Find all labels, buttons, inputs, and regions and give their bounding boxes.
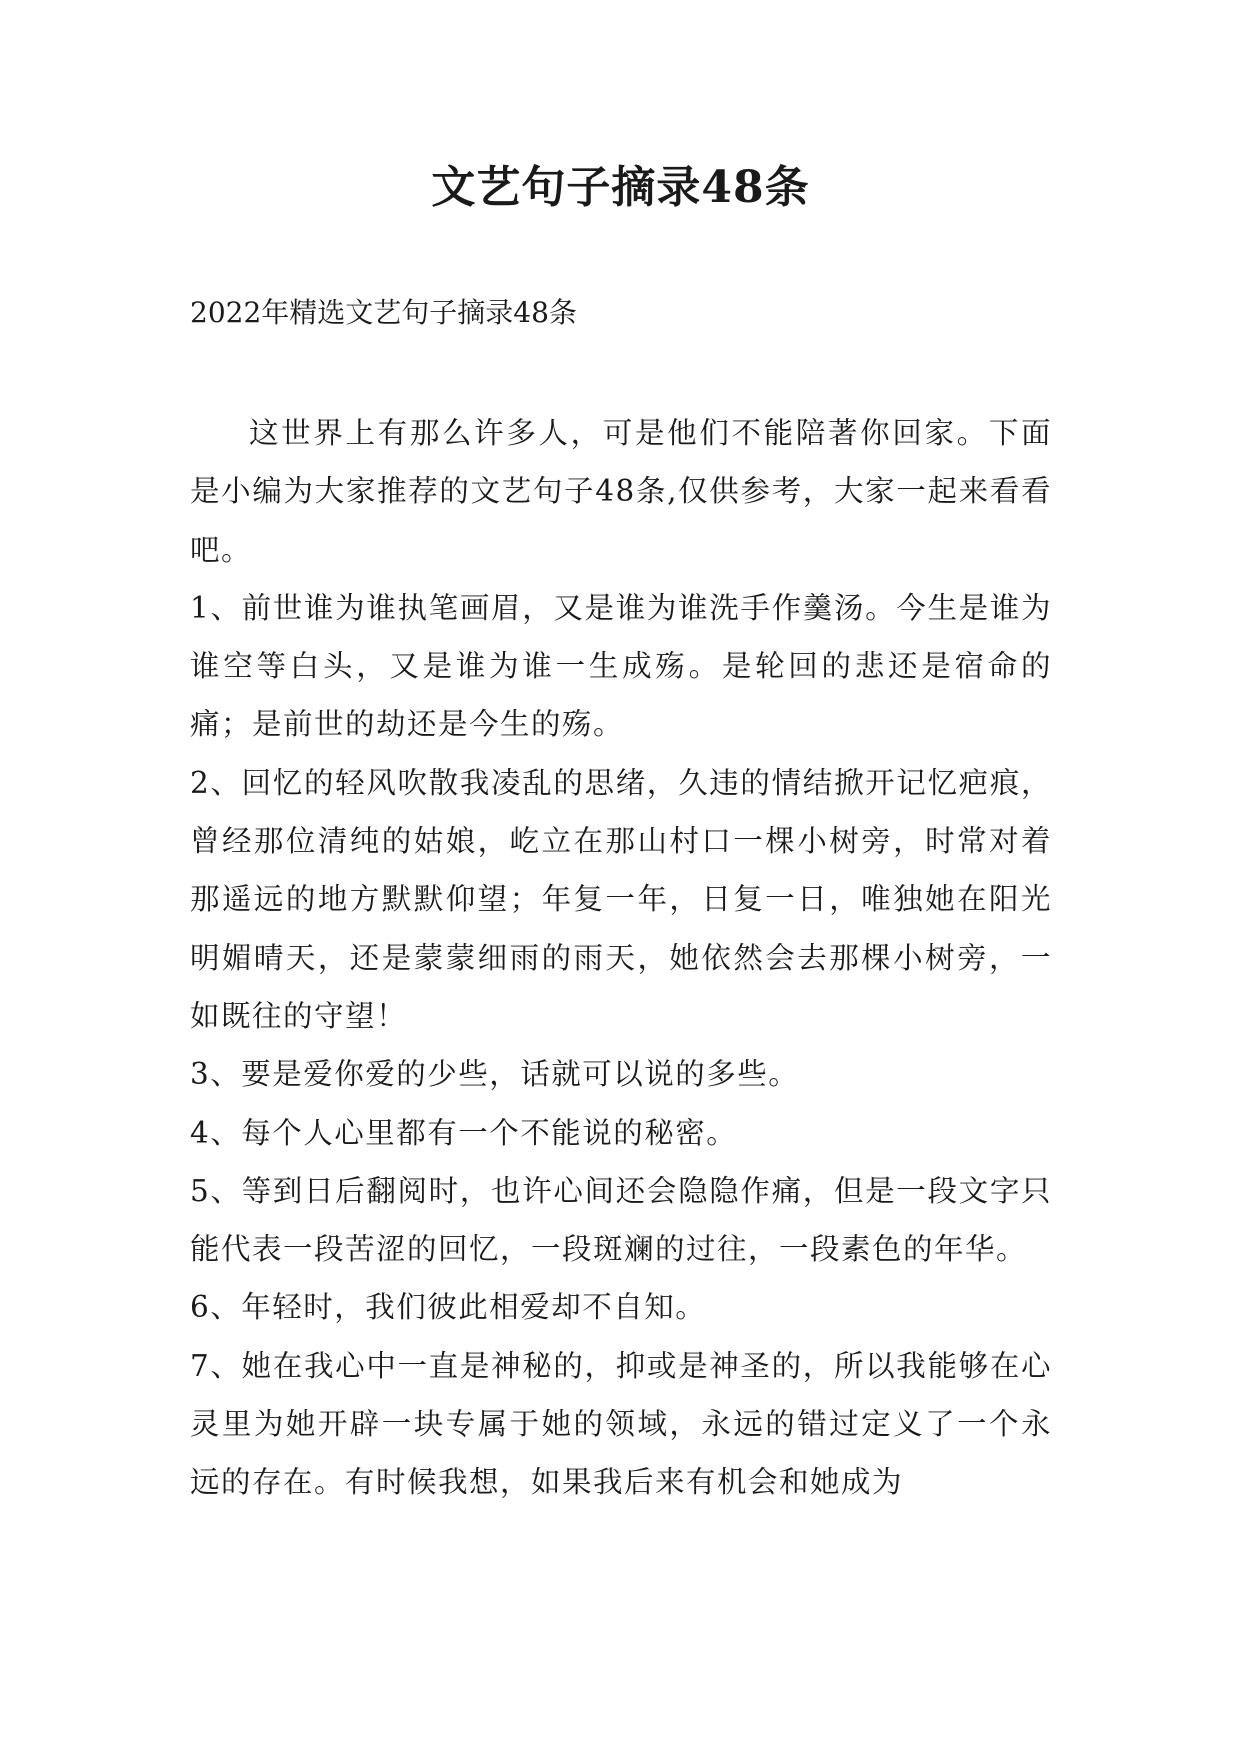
- list-item: 5、等到日后翻阅时，也许心间还会隐隐作痛，但是一段文字只能代表一段苦涩的回忆，一段斑斓的过往，一段素色的年华。: [190, 1173, 1052, 1267]
- list-item: 2、回忆的轻风吹散我凌乱的思绪，久违的情结掀开记忆疤痕，曾经那位清纯的姑娘，屹立在那山村口一棵小树旁，时常对着那遥远的地方默默仰望；年复一年，日复一日，唯独她在阳光明媚晴天，还是蒙蒙细雨的雨天，她依然会去那棵小树旁，一如既往的守望！: [190, 765, 1052, 1033]
- document-title: 文艺句子摘录48条: [431, 162, 810, 213]
- list-item: 4、每个人心里都有一个不能说的秘密。: [190, 1115, 738, 1150]
- list-item: 7、她在我心中一直是神秘的，抑或是神圣的，所以我能够在心灵里为她开辟一块专属于她的领域，永远的错过定义了一个永远的存在。有时候我想，如果我后来有机会和她成为: [190, 1348, 1052, 1500]
- list-item: 6、年轻时，我们彼此相爱却不自知。: [190, 1290, 707, 1325]
- document-body: [190, 404, 1052, 1512]
- list-item: 3、要是爱你爱的少些，话就可以说的多些。: [190, 1057, 800, 1092]
- list-item: 1、前世谁为谁执笔画眉，又是谁为谁洗手作羹汤。今生是谁为谁空等白头，又是谁为谁一生成殇。是轮回的悲还是宿命的痛；是前世的劫还是今生的殇。: [190, 590, 1052, 742]
- intro-paragraph: 这世界上有那么许多人，可是他们不能陪著你回家。下面是小编为大家推荐的文艺句子48条,仅供参考，大家一起来看看吧。: [190, 416, 1052, 567]
- document-subtitle: 2022年精选文艺句子摘录48条: [190, 296, 577, 329]
